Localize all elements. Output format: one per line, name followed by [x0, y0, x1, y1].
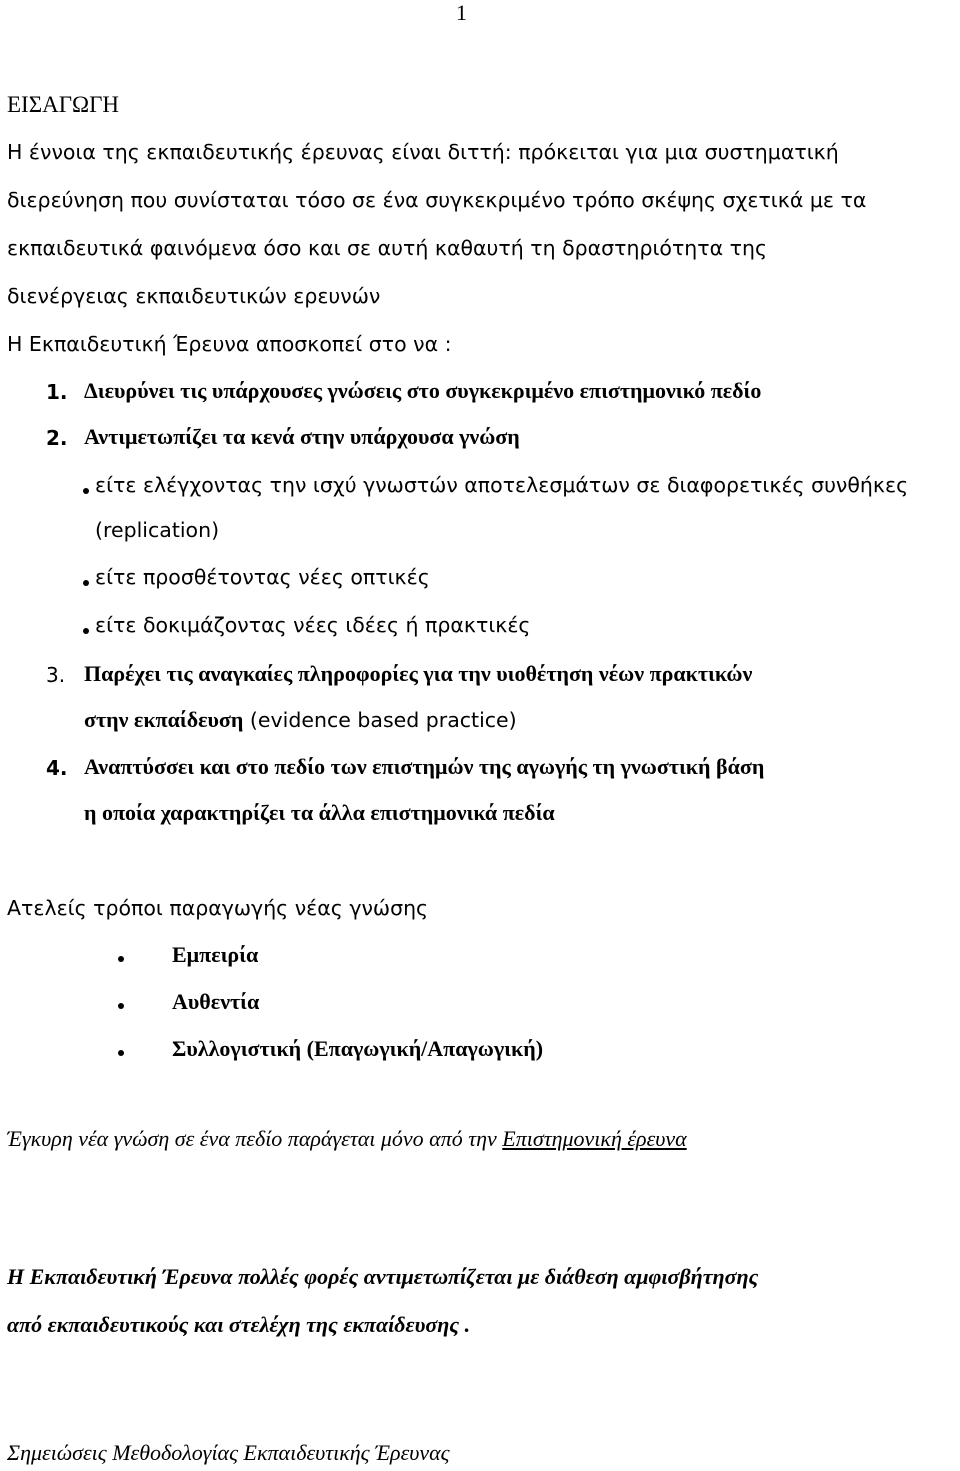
bullet-dot [118, 1050, 124, 1056]
imperfect-title: Ατελείς τρόποι παραγωγής νέας γνώσης [7, 896, 429, 920]
goal-1-text: Διευρύνει τις υπάρχουσες γνώσεις στο συγκεκριμένο επιστημονικό πεδίο [84, 378, 762, 403]
bullet-dot [83, 580, 89, 586]
goal-2-bullet-2: είτε προσθέτοντας νέες οπτικές [95, 565, 430, 589]
imperfect-item-3: Συλλογιστική (Επαγωγική/Απαγωγική) [172, 1036, 544, 1061]
intro-line-4: διενέργειας εκπαιδευτικών ερευνών [7, 284, 381, 308]
bullet-dot [83, 488, 89, 494]
goal-2-bullet-3: είτε δοκιμάζοντας νέες ιδέες ή πρακτικές [95, 613, 531, 637]
imperfect-item-1: Εμπειρία [172, 942, 259, 967]
goal-2-text: Αντιμετωπίζει τα κενά στην υπάρχουσα γνώση [84, 424, 520, 449]
goal-3-text-line-2 [84, 707, 517, 733]
goal-1-number: 1. [46, 380, 68, 404]
page-footer: Σημειώσεις Μεθοδολογίας Εκπαιδευτικής Έρευνας [7, 1440, 450, 1465]
goal-2-number: 2. [46, 426, 68, 450]
intro-line-2: διερεύνηση που συνίσταται τόσο σε ένα συγκεκριμένο τρόπο σκέψης σχετικά με τα [7, 188, 867, 212]
goal-2-bullet-1-cont: (replication) [95, 518, 220, 542]
goal-4-number: 4. [46, 756, 68, 780]
bullet-dot [83, 628, 89, 634]
closing-line-1: Η Εκπαιδευτική Έρευνα πολλές φορές αντιμετωπίζεται με διάθεση αμφισβήτησης [7, 1264, 759, 1289]
page-number: 1 [456, 0, 467, 25]
closing-line-2: από εκπαιδευτικούς και στελέχη της εκπαίδευσης . [7, 1312, 471, 1337]
goal-3-bold-part: στην εκπαίδευση [84, 707, 244, 732]
valid-knowledge-line [7, 1126, 687, 1152]
section-heading: ΕΙΣΑΓΩΓΗ [7, 92, 120, 117]
intro-line-5: Η Εκπαιδευτική Έρευνα αποσκοπεί στο να : [7, 332, 452, 356]
goal-2-bullet-1: είτε ελέγχοντας την ισχύ γνωστών αποτελεσμάτων σε διαφορετικές συνθήκες [95, 473, 909, 497]
intro-line-1: Η έννοια της εκπαιδευτικής έρευνας είναι διττή: πρόκειται για μια συστηματική [7, 140, 839, 164]
intro-line-3: εκπαιδευτικά φαινόμενα όσο και σε αυτή καθαυτή τη δραστηριότητα της [7, 236, 768, 260]
scientific-research-link[interactable]: Επιστημονική έρευνα [502, 1126, 687, 1151]
goal-4-text-line-2: η οποία χαρακτηρίζει τα άλλα επιστημονικά πεδία [84, 800, 555, 825]
goal-3-number: 3. [46, 663, 66, 687]
goal-3-rest-part: (evidence based practice) [243, 708, 517, 732]
goal-4-text-line-1: Αναπτύσσει και στο πεδίο των επιστημών της αγωγής τη γνωστική βάση [84, 754, 765, 779]
bullet-dot [118, 956, 124, 962]
imperfect-item-2: Αυθεντία [172, 989, 260, 1014]
goal-3-text-line-1: Παρέχει τις αναγκαίες πληροφορίες για την υιοθέτηση νέων πρακτικών [84, 661, 753, 686]
bullet-dot [118, 1003, 124, 1009]
valid-knowledge-prefix: Έγκυρη νέα γνώση σε ένα πεδίο παράγεται μόνο από την [7, 1126, 503, 1151]
